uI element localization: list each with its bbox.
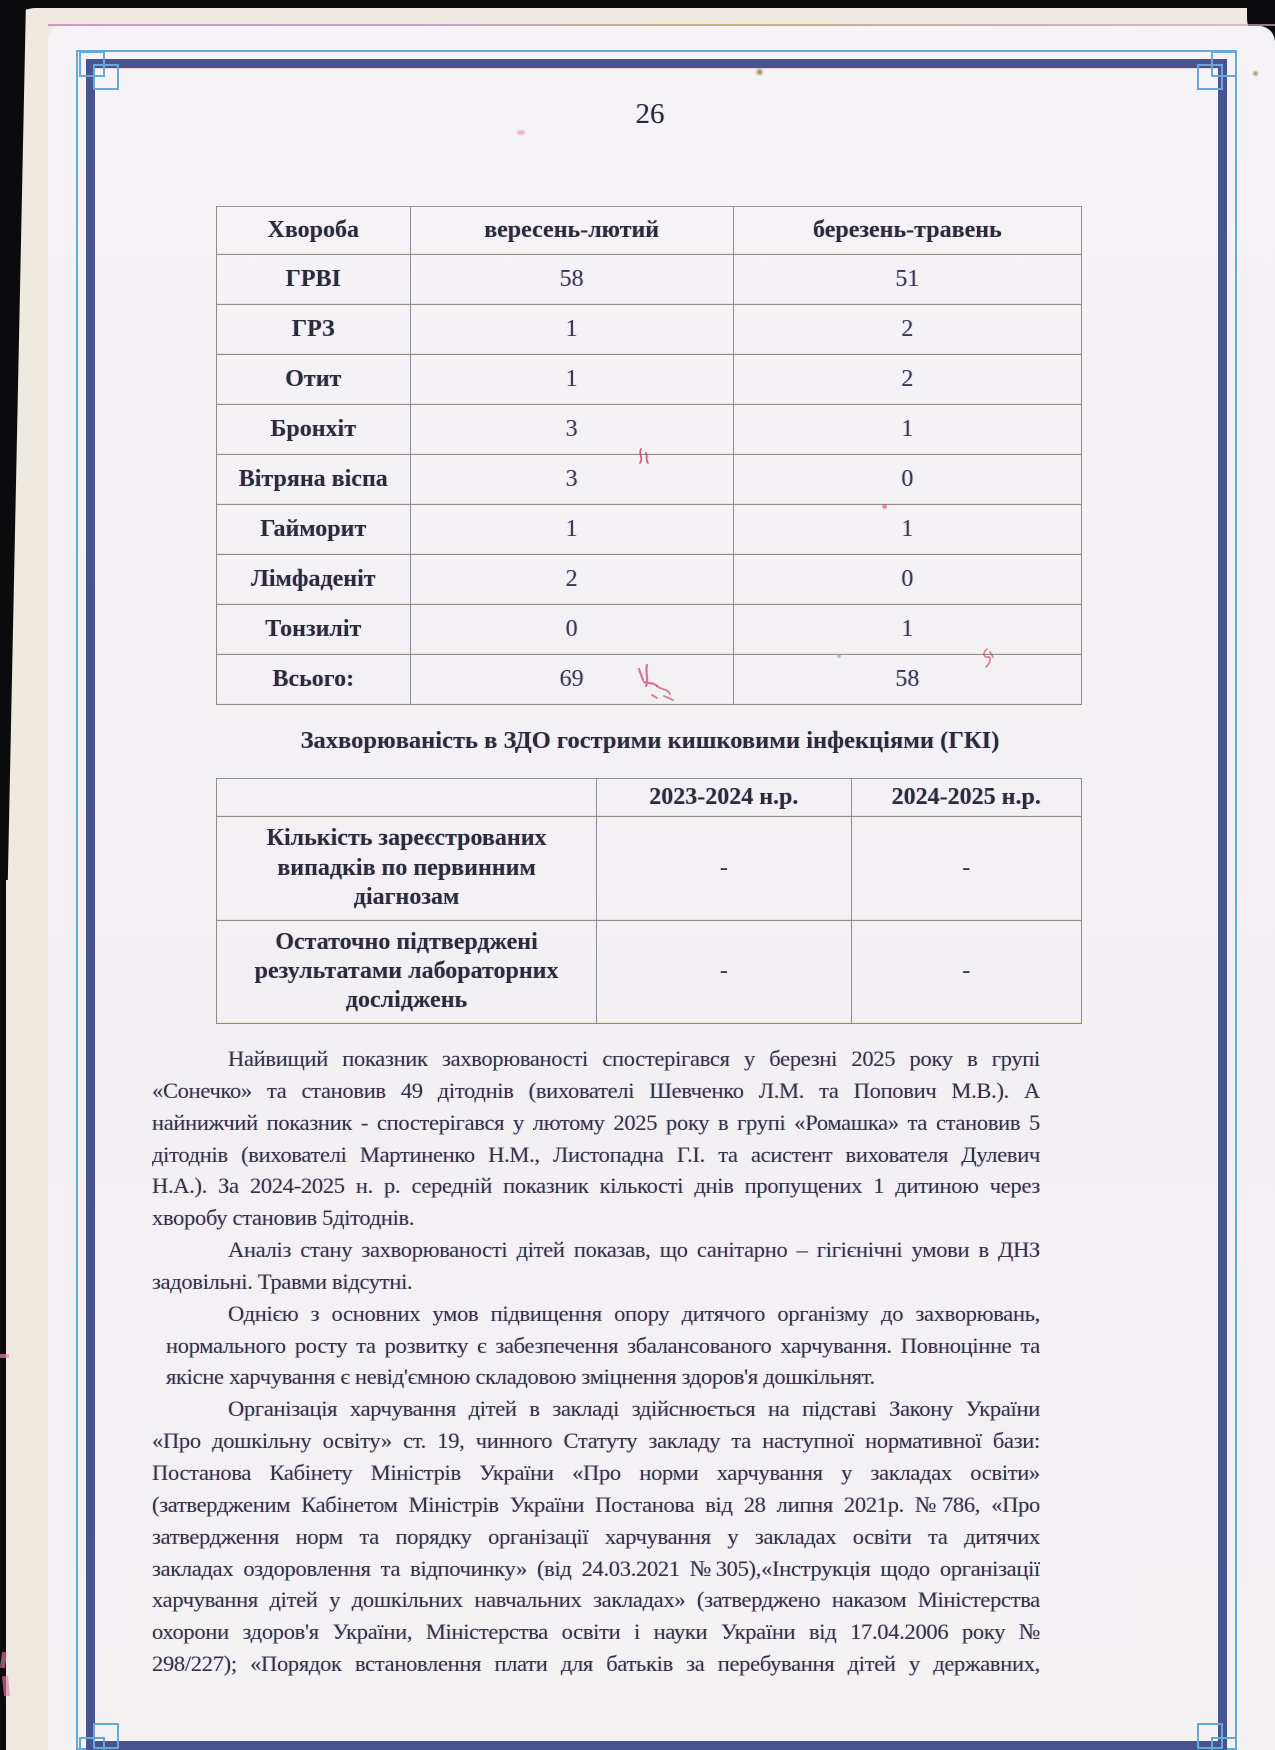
frame-corner-ornament xyxy=(79,1737,105,1750)
disease-name-cell: ГРВІ xyxy=(285,266,341,292)
text-line: Постанова Кабінету Міністрів України «Про норми харчування у закладах освіти» xyxy=(152,1459,1040,1485)
frame-corner-ornament xyxy=(1211,1737,1237,1750)
table-row xyxy=(217,604,1081,654)
disease-name-cell: Всього: xyxy=(272,666,355,692)
disease-name-cell: Отит xyxy=(285,366,342,392)
text-line: нормального росту та розвитку є забезпечення збалансованого харчування. Повноцінне та xyxy=(166,1332,1040,1358)
indicator-label-cell: Остаточно підтверджені результатами лабораторних досліджень xyxy=(254,928,559,1014)
frame-corner-ornament xyxy=(93,64,119,90)
gki-table xyxy=(216,778,1082,1024)
text-line: «Про дошкільну освіту» ст. 19, чинного Статуту закладу та наступної нормативної бази: xyxy=(152,1428,1040,1454)
text-line: харчування дітей у дошкільних навчальних закладах» (затверджено наказом Міністерства xyxy=(152,1587,1040,1613)
value-cell-mar-may: 1 xyxy=(733,405,1081,454)
text-line: затвердження норм та порядку організації харчування у закладах освіти та дитячих xyxy=(152,1523,1040,1549)
table-row xyxy=(217,816,1081,920)
text-line: хворобу становив 5дітоднів. xyxy=(152,1205,415,1231)
disease-table-header-row xyxy=(217,207,1081,254)
value-cell-mar-may: 2 xyxy=(733,305,1081,354)
table-row xyxy=(217,504,1081,554)
value-cell-mar-may: 1 xyxy=(733,505,1081,554)
text-line: задовільні. Травми відсутні. xyxy=(152,1268,413,1294)
disease-name-cell: ГРЗ xyxy=(291,316,335,342)
value-cell-2023-2024: - xyxy=(596,921,850,1024)
text-line: охорони здоров'я України, Міністерства освіти і науки України від 17.04.2006 року № xyxy=(152,1619,1040,1645)
disease-name-cell: Бронхіт xyxy=(270,416,357,442)
column-header-mar-may: березень-травень xyxy=(733,207,1081,254)
body-text xyxy=(152,1046,1040,1683)
text-line: дітоднів (вихователі Мартиненко Н.М., Листопадна Г.І. та асистент вихователя Дулевич xyxy=(152,1141,1040,1167)
value-cell-sep-feb: 69 xyxy=(410,655,733,704)
value-cell-mar-may: 51 xyxy=(733,255,1081,304)
table-row xyxy=(217,654,1081,704)
value-cell-mar-may: 0 xyxy=(733,555,1081,604)
text-line: «Сонечко» та становив 49 дітоднів (вихователі Шевченко Л.М. та Попович М.В.). А xyxy=(152,1077,1040,1103)
gki-table-header-row xyxy=(217,779,1081,816)
text-line: якісне харчування є невід'ємною складовою зміцнення здоров'я дошкільнят. xyxy=(166,1364,875,1390)
text-line: Н.А.). За 2024-2025 н. р. середній показник кількості днів пропущених 1 дитиною через xyxy=(152,1173,1040,1199)
value-cell-2024-2025: - xyxy=(851,921,1081,1024)
value-cell-sep-feb: 2 xyxy=(410,555,733,604)
table-row xyxy=(217,920,1081,1024)
value-cell-sep-feb: 1 xyxy=(410,305,733,354)
table-row xyxy=(217,354,1081,404)
table-row xyxy=(217,554,1081,604)
column-header-2023-2024: 2023-2024 н.р. xyxy=(596,779,850,816)
value-cell-mar-may: 0 xyxy=(733,455,1081,504)
table-row xyxy=(217,404,1081,454)
page-number: 26 xyxy=(635,98,665,130)
text-line: Організація харчування дітей в закладі здійснюється на підставі Закону України xyxy=(228,1396,1040,1422)
disease-name-cell: Тонзиліт xyxy=(265,616,362,642)
scan-artifact-line xyxy=(48,24,1275,26)
value-cell-sep-feb: 0 xyxy=(410,605,733,654)
disease-table-body xyxy=(217,254,1081,704)
table-row xyxy=(217,254,1081,304)
disease-name-cell: Вітряна віспа xyxy=(238,466,388,492)
text-line: найнижчий показник - спостерігався у лютому 2025 року в групі «Ромашка» та становив 5 xyxy=(152,1109,1040,1135)
value-cell-sep-feb: 3 xyxy=(410,405,733,454)
disease-name-cell: Лімфаденіт xyxy=(250,566,376,592)
value-cell-2024-2025: - xyxy=(851,817,1081,920)
value-cell-2023-2024: - xyxy=(596,817,850,920)
section-title-gki: Захворюваність в ЗДО гострими кишковими інфекціями (ГКІ) xyxy=(300,727,1000,754)
text-line: Однією з основних умов підвищення опору дитячого організму до захворювань, xyxy=(228,1300,1040,1326)
table-row xyxy=(217,454,1081,504)
value-cell-sep-feb: 58 xyxy=(410,255,733,304)
value-cell-mar-may: 58 xyxy=(733,655,1081,704)
value-cell-mar-may: 1 xyxy=(733,605,1081,654)
column-header-empty xyxy=(217,779,596,816)
value-cell-sep-feb: 1 xyxy=(410,355,733,404)
gki-table-body xyxy=(217,816,1081,1023)
column-header-2024-2025: 2024-2025 н.р. xyxy=(851,779,1081,816)
text-line: закладах оздоровлення та відпочинку» (від 24.03.2021 №305),«Інструкція щодо організації xyxy=(152,1555,1040,1581)
text-line: (затвердженим Кабінетом Міністрів України Постанова від 28 липня 2021р. №786, «Про xyxy=(152,1491,1040,1517)
indicator-label-cell: Кількість зареєстрованих випадків по первинним діагнозам xyxy=(266,825,547,910)
text-line: 298/227); «Порядок встановлення плати для батьків за перебування дітей у державних, xyxy=(152,1651,1040,1677)
disease-table xyxy=(216,206,1082,705)
disease-name-cell: Гайморит xyxy=(260,516,367,542)
table-row xyxy=(217,304,1081,354)
column-header-disease: Хвороба xyxy=(267,217,360,243)
text-line: Найвищий показник захворюваності спостерігався у березні 2025 року в групі xyxy=(228,1046,1040,1071)
column-header-sep-feb: вересень-лютий xyxy=(410,207,733,254)
value-cell-sep-feb: 1 xyxy=(410,505,733,554)
frame-corner-ornament xyxy=(1197,64,1223,90)
value-cell-sep-feb: 3 xyxy=(410,455,733,504)
text-line: Аналіз стану захворюваності дітей показав, що санітарно – гігієнічні умови в ДНЗ xyxy=(228,1237,1040,1263)
value-cell-mar-may: 2 xyxy=(733,355,1081,404)
